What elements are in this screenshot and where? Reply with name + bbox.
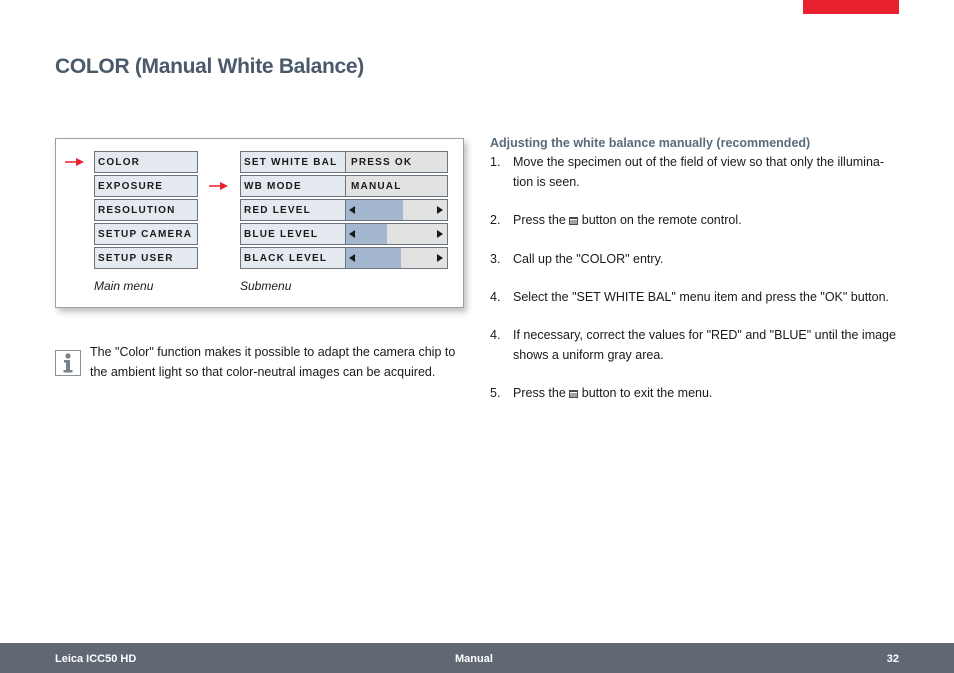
step-text: Move the specimen out of the field of view so that only the illumina-tion is seen. [513,155,885,189]
instructions-heading: Adjusting the white balance manually (recommended) [490,136,811,150]
submenu-item-blue-level[interactable]: BLUE LEVEL [240,223,346,245]
arrow-right-icon[interactable] [437,254,443,262]
main-menu-item-color[interactable]: COLOR [94,151,198,173]
main-menu-item-resolution[interactable]: RESOLUTION [94,199,198,221]
main-menu-item-setup-camera[interactable]: SETUP CAMERA [94,223,198,245]
submenu-item-wb-mode[interactable]: WB MODE [240,175,346,197]
info-text: The "Color" function makes it possible to adapt the camera chip to the ambient light so that color-neutral images can be acquired. [90,345,456,379]
set-white-bal-value[interactable]: PRESS OK [346,151,448,173]
black-level-slider[interactable] [346,247,448,269]
header-accent-tab [803,0,899,14]
step-text-end: button to exit the menu. [578,386,713,400]
list-item [490,152,900,192]
menu-button-icon [569,390,578,398]
info-icon [55,350,81,376]
footer-page-number: 32 [886,653,899,665]
red-level-slider[interactable] [346,199,448,221]
footer-section: Manual [455,653,493,665]
wb-mode-value[interactable]: MANUAL [346,175,448,197]
step-text: Select the "SET WHITE BAL" menu item and press the "OK" button. [513,290,890,304]
step-number: 4. [490,290,501,304]
arrow-left-icon[interactable] [349,254,355,262]
step-text: Press the [513,213,570,227]
main-menu-item-exposure[interactable]: EXPOSURE [94,175,198,197]
red-arrow-icon [65,157,85,167]
submenu-caption: Submenu [240,279,292,293]
step-number: 2. [490,213,501,227]
step-number: 5. [490,386,501,400]
submenu-item-black-level[interactable]: BLACK LEVEL [240,247,346,269]
list-item [490,287,900,307]
main-menu-caption: Main menu [94,279,154,293]
steps-list [490,152,900,403]
step-text: If necessary, correct the values for "RED" and "BLUE" until the image shows a uniform gray area. [513,328,896,362]
step-number: 4. [490,328,501,342]
arrow-left-icon[interactable] [349,230,355,238]
submenu-item-set-white-bal[interactable]: SET WHITE BAL [240,151,346,173]
list-item [490,210,900,230]
footer [0,643,954,673]
menu-diagram [55,138,464,308]
red-arrow-icon [209,181,229,191]
main-menu-item-setup-user[interactable]: SETUP USER [94,247,198,269]
step-text-end: button on the remote control. [578,213,742,227]
footer-product: Leica ICC50 HD [55,653,137,665]
page-title: COLOR (Manual White Balance) [55,55,364,78]
arrow-right-icon[interactable] [437,206,443,214]
step-number: 3. [490,252,501,266]
list-item [490,325,900,365]
arrow-left-icon[interactable] [349,206,355,214]
step-text: Call up the "COLOR" entry. [513,252,664,266]
list-item [490,249,900,269]
menu-button-icon [569,217,578,225]
step-text: Press the [513,386,570,400]
instructions [490,134,900,403]
step-number: 1. [490,155,501,169]
submenu-item-red-level[interactable]: RED LEVEL [240,199,346,221]
arrow-right-icon[interactable] [437,230,443,238]
blue-level-slider[interactable] [346,223,448,245]
list-item [490,383,900,403]
